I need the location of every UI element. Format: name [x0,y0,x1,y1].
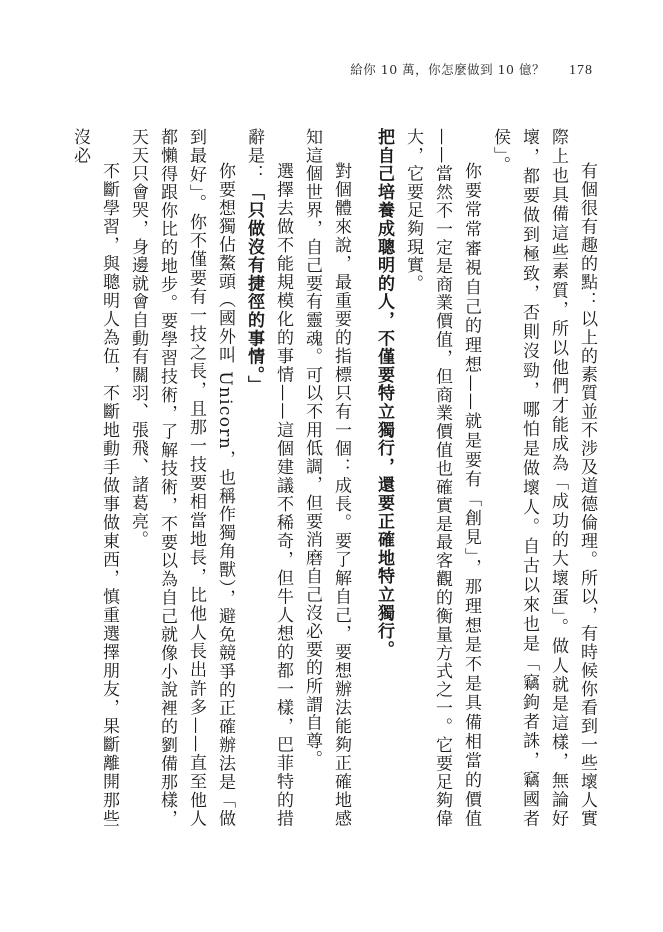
paragraph-1: 有個很有趣的點：以上的素質並不涉及道德倫理。所以，有時候你看到一些壞人實際上也具備這些素質，所以他們才能成為「成功的大壞蛋」。做人就是這樣，無論好壞，都要做到極致，否則沒勁，哪怕是做壞人。自古以來也是「竊鉤者誅，竊國者侯」。 [490,128,597,828]
paragraph-4-bold-quote: 「只做沒有捷徑的事情。」 [244,182,264,395]
body-text [70,128,601,828]
paragraph-6: 不斷學習，與聰明人為伍，不斷地動手做事做東西，慎重選擇朋友，果斷離開那些沒必 [70,128,119,828]
paragraph-2: 你要常常審視自己的理想——就是要有「創見」，那理想是不是具備相當的價值——當然不一定是商業價值，但商業價值也確實是最客觀的衡量方式之一。它要足夠偉大，它要足夠現實。 [403,128,481,828]
paragraph-5: 你要想獨佔鰲頭（國外叫 Unicorn，也稱作獨角獸），避免競爭的正確辦法是「做到最好」。你不僅要有一技之長，且那一技要相當地長，比他人長出許多——直至他人都懶得跟你比的地步。要學習技術，了解技術，不要以為自己就像小說裡的劉備那樣，天天只會哭，身邊就會自動有關羽、張飛、諸葛亮。 [128,128,235,828]
paragraph-4 [239,128,297,828]
section-heading: 把自己培養成聰明的人，不僅要特立獨行，還要正確地特立獨行。 [374,128,394,659]
paragraph-4-text: 選擇去做不能規模化的事情——這個建議不稀奇，但牛人想的都一樣，巴菲特的措辭是： [244,128,293,828]
page-number: 178 [569,63,593,78]
paragraph-3: 對個體來說，最重要的指標只有一個：成長。要了解自己，要想辦法能夠正確地感知這個世界，自己要有靈魂。可以不用低調，但要消磨自己沒必要的所謂自尊。 [302,128,351,828]
running-header [350,60,593,79]
book-title: 給你 10 萬，你怎麼做到 10 億？ [350,62,545,77]
